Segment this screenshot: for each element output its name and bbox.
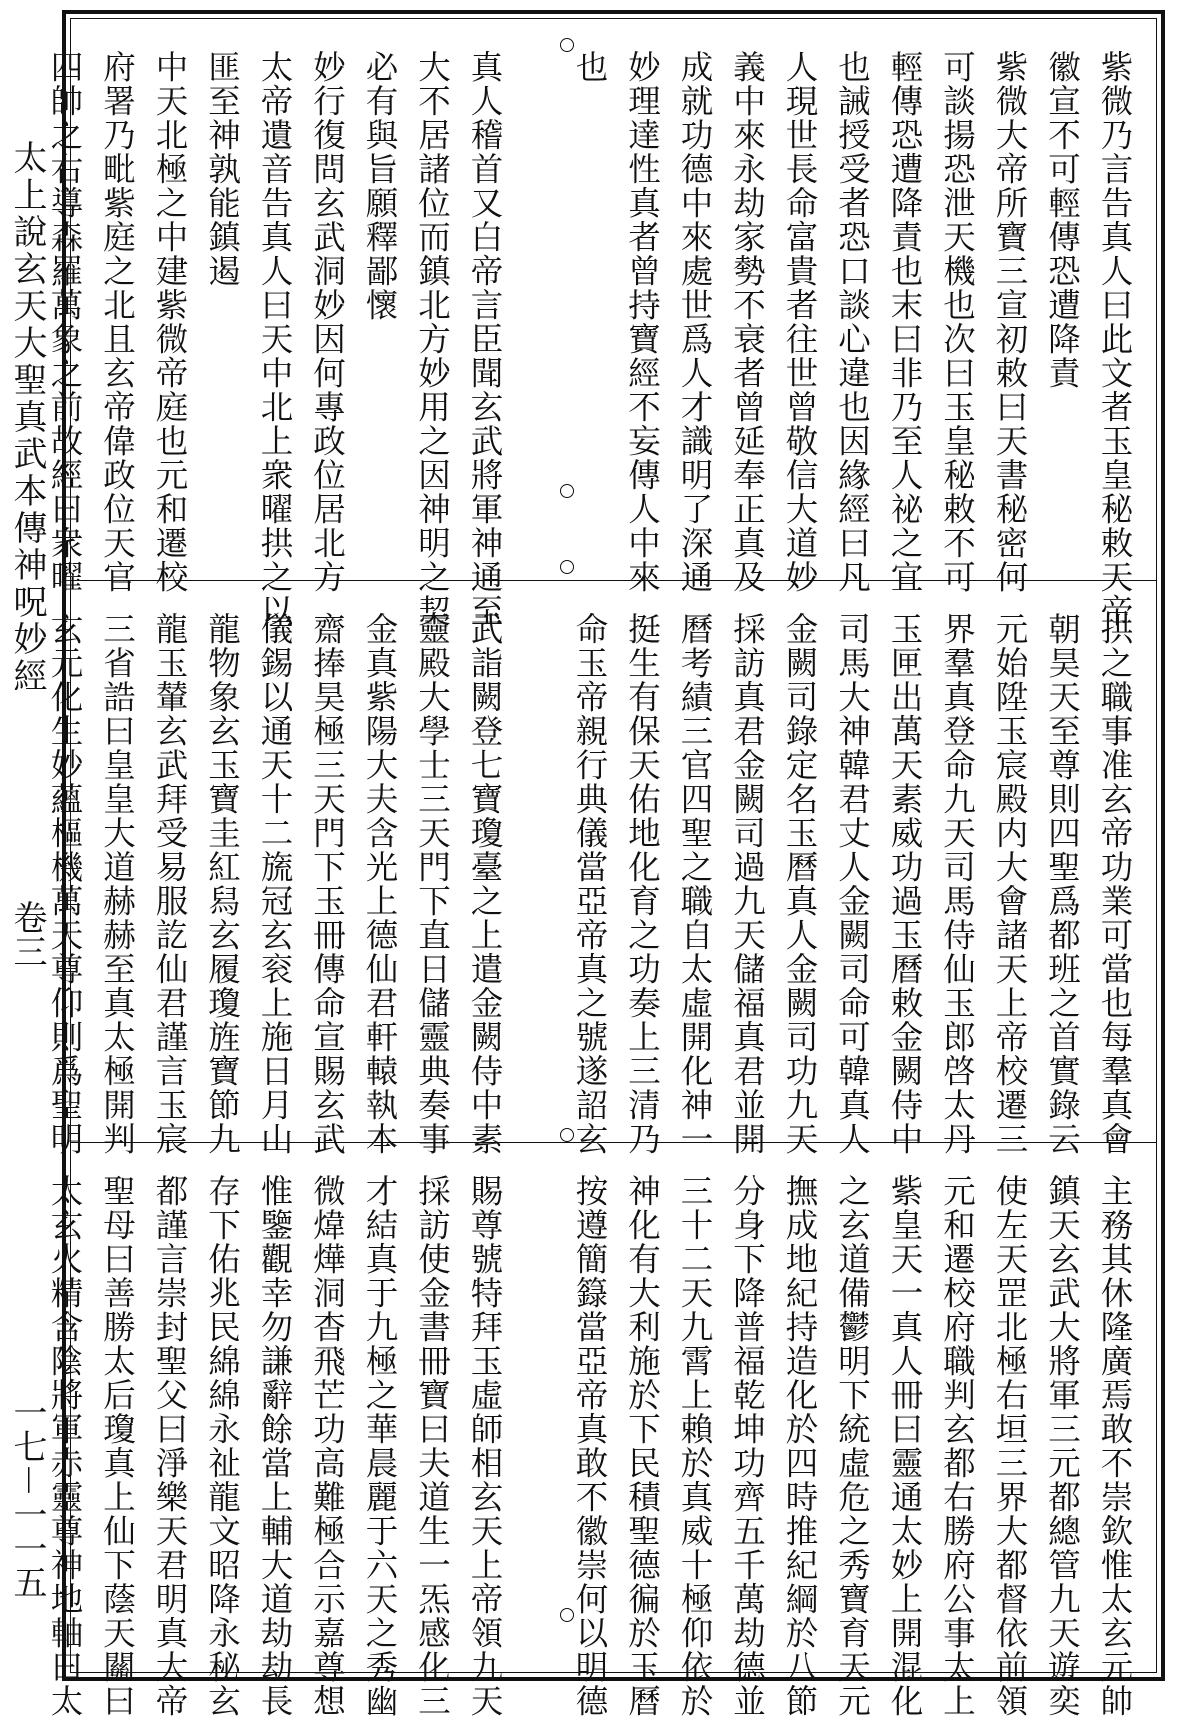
text-column: 司馬大神韓君丈人金闕司命可韓真人 [833,612,872,1156]
panel-3-text [39,1174,1142,1718]
text-panel-3 [46,1144,1155,1718]
text-column: 紫微大帝所寶三宣初敕曰天書秘密何 [991,50,1029,594]
text-column: 四帥之右導森羅萬象之前故經曰衆曜 [46,50,84,594]
text-column: 妙理達性真者曾持寶經不妄傳人中來 [623,50,662,594]
text-column: 武詣闕登七寶瓊臺之上遣金闕侍中素 [466,612,504,1156]
text-column: 義中來永劫家勢不衰者曾延奉正真及 [728,50,767,594]
text-panel-1 [46,20,1155,628]
circle-marker-icon [560,560,574,574]
panel-divider [70,580,1157,581]
text-column: 必有與旨願釋鄙懷 [361,50,399,322]
text-column: 元和遷校府職判玄都右勝府公事太上 [938,1174,977,1718]
text-column: 齋捧昊極三天門下玉冊傳命宣賜玄武 [308,612,347,1156]
text-column: 中天北極之中建紫微帝庭也元和遷校 [151,50,189,594]
text-column: 匪至神孰能鎮遏 [203,50,242,288]
text-column: 成就功德中來處世爲人才識明了深通 [676,50,714,594]
text-column: 玄元化生妙蘊樞機萬天尊仰則爲聖明 [46,612,84,1156]
text-column: 靈殿大學士三天門下直日儲靈典奏事 [413,612,452,1156]
text-column: 拱之職事准玄帝功業可當也每羣真會 [1096,612,1134,1156]
text-column: 朝昊天至尊則四聖爲都班之首實錄云 [1043,612,1082,1156]
circle-marker-icon [560,38,574,52]
text-column: 主務其休隆廣焉敢不崇欽惟太玄元帥 [1096,1174,1134,1718]
text-column: 也誡授受者恐口談心違也因緣經曰凡 [833,50,872,594]
text-column: 神化有大利施於下民積聖德徧於玉曆 [623,1174,662,1718]
text-column: 使左天罡北極右垣三界大都督依前領 [991,1174,1029,1718]
text-column: 存下佑兆民綿綿永祉龍文昭降永秘玄 [203,1174,242,1718]
margin-page-number: 一七－一一五 [7,1395,47,1599]
circle-marker-icon [560,1128,574,1142]
text-column: 曆考績三官四聖之職自太虛開化神一 [676,612,714,1156]
panel-divider [70,1142,1157,1143]
text-column: 太玄火精含陰將軍赤靈尊神地軸曰太 [46,1174,84,1718]
text-column: 按遵簡籙當亞帝真敢不徽崇何以明德 [571,1174,609,1718]
text-column: 儀錫以通天十二旒冠玄衮上施日月山 [256,612,294,1156]
circle-marker-icon [560,1608,574,1622]
text-column: 惟鑒觀幸勿謙辭餘當上輔大道劫劫長 [256,1174,294,1718]
text-column: 輕傳恐遭降責也末曰非乃至人祕之宜 [886,50,924,594]
text-column: 才結真于九極之華晨麗于六天之秀幽 [361,1174,399,1718]
panel-2-text [39,612,1142,1156]
margin-sutra-title: 太上說玄天大聖真武本傳神呪妙經 [7,140,47,695]
text-column: 挺生有保天佑地化育之功奏上三清乃 [623,612,662,1156]
text-column: 撫成地紀持造化於四時推紀綱於八節 [781,1174,819,1718]
margin-volume: 卷三 [7,900,47,968]
text-column: 都謹言崇封聖父曰淨樂天君明真大帝 [151,1174,189,1718]
text-column: 也 [571,50,609,84]
text-column: 之玄道備鬱明下統虛危之秀寶育天元 [833,1174,872,1718]
text-column: 三十二天九霄上賴於真威十極仰依於 [676,1174,714,1718]
text-column: 採訪真君金闕司過九天儲福真君並開 [728,612,767,1156]
text-column: 界羣真登命九天司馬侍仙玉郎啓太丹 [938,612,977,1156]
circle-marker-icon [560,484,574,498]
text-column: 人現世長命富貴者往世曾敬信大道妙 [781,50,819,594]
text-column: 紫微乃言告真人曰此文者玉皇秘敕天帝 [1096,50,1134,628]
text-column: 龍玉輦玄武拜受易服訖仙君謹言玉宸 [151,612,189,1156]
text-column: 紫皇天一真人冊曰靈通太妙上開混化 [886,1174,924,1718]
text-column: 龍物象玄玉寶圭紅舄玄履瓊旌寶節九 [203,612,242,1156]
text-column: 真人稽首又白帝言臣聞玄武將軍神通至 [466,50,504,628]
text-column: 採訪使金書冊寶曰夫道生一炁感化三 [413,1174,452,1718]
text-column: 賜尊號特拜玉虛師相玄天上帝領九天 [466,1174,504,1718]
text-column: 分身下降普福乾坤功齊五千萬劫德並 [728,1174,767,1718]
text-column: 金真紫陽大夫含光上德仙君軒轅執本 [361,612,399,1156]
text-column: 元始陞玉宸殿内大會諸天上帝校遷三 [991,612,1029,1156]
text-column: 可談揚恐泄天機也次曰玉皇秘敕不可 [938,50,977,594]
text-column: 大不居諸位而鎮北方妙用之因神明之契 [413,50,452,628]
text-column: 府署乃毗紫庭之北且玄帝偉政位天官 [98,50,137,594]
text-column: 微煒燁洞杳飛芒功高難極合示嘉尊想 [308,1174,347,1718]
panel-1-text [39,50,1142,628]
text-column: 三省誥曰皇皇大道赫赫至真太極開判 [98,612,137,1156]
text-column: 玉匣出萬天素威功過玉曆敕金闕侍中 [886,612,924,1156]
text-column: 命玉帝親行典儀當亞帝真之號遂詔玄 [571,612,609,1156]
text-column: 鎮天玄武大將軍三元都總管九天遊奕 [1043,1174,1082,1718]
text-column: 金闕司錄定名玉曆真人金闕司功九天 [781,612,819,1156]
text-column: 太帝遺音告真人曰天中北上衆曜拱之以 [256,50,294,628]
text-panel-2 [46,582,1155,1156]
text-column: 聖母曰善勝太后瓊真上仙下蔭天關曰 [98,1174,137,1718]
text-column: 妙行復問玄武洞妙因何專政位居北方 [308,50,347,594]
text-column: 徽宣不可輕傳恐遭降責 [1043,50,1082,390]
